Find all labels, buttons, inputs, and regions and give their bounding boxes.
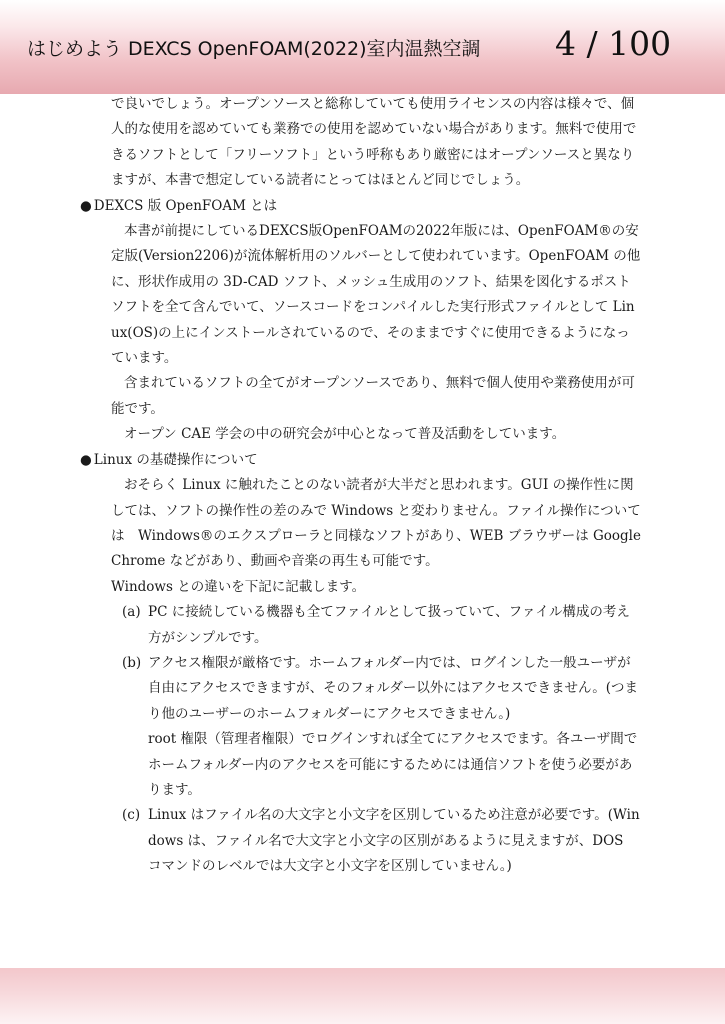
header-title: はじめよう DEXCS OpenFOAM(2022)室内温熱空調	[27, 38, 481, 60]
list-item-b-continued	[0, 727, 725, 803]
list-item-text: PC に接続している機器も全てファイルとして扱っていて、ファイル構成の考え方がシンプルです。	[148, 604, 630, 646]
paragraph-dexcs-overview: 本書が前提にしているDEXCS版OpenFOAMの2022年版には、OpenFOAM®の安定版(Version2206)が流体解析用のソルバーとして使われています。OpenFOAM の他に、形状作成用の 3D-CAD ソフト、メッシュ生成用のソフト、結果を図化するポストソフトを全て含んでいて、ソースコードをコンパイルした実行形式ファイルとして Linux(OS)の上にインストールされているので、そのままですぐに使用できるようになっています。	[111, 223, 641, 367]
paragraph-open-source: 含まれているソフトの全てがオープンソースであり、無料で個人使用や業務使用が可能です。	[111, 375, 635, 417]
list-item-text: アクセス権限が厳格です。ホームフォルダー内では、ログインした一般ユーザが自由にアクセスできますが、そのフォルダー以外にはアクセスできません。(つまり他のユーザーのホームフォルダーにアクセスできません。)	[148, 654, 639, 722]
bullet-icon: ●	[80, 451, 92, 468]
list-item-label: (c)	[122, 807, 141, 824]
list-item-label: (a)	[122, 604, 141, 621]
paragraph-differences-intro: Windows との違いを下記に記載します。	[111, 578, 366, 595]
page-content	[0, 92, 725, 880]
section-heading-linux	[0, 448, 725, 473]
page-number: 4 / 100	[555, 24, 672, 63]
paragraph-intro: で良いでしょう。オープンソースと総称していても使用ライセンスの内容は様々で、個人的な使用を認めていても業務での使用を認めていない場合があります。無料で使用できるソフトとして「フリーソフト」という呼称もあり厳密にはオープンソースと異なりますが、本書で想定している読者にとってはほとんど同じでしょう。	[111, 96, 637, 189]
list-item-b	[0, 651, 725, 727]
section-heading-dexcs-text: DEXCS 版 OpenFOAM とは	[93, 197, 278, 214]
list-item-text: Linux はファイル名の大文字と小文字を区別しているため注意が必要です。(Windows は、ファイル名で大文字と小文字の区別があるように見えますが、DOS コマンドのレベルでは大文字と小文字を区別していません。)	[148, 807, 640, 875]
list-item-a	[0, 600, 725, 651]
page-footer	[0, 968, 725, 1024]
page-header	[0, 0, 725, 94]
list-item-text: root 権限（管理者権限）でログインすれば全てにアクセスでます。各ユーザ間でホームフォルダー内のアクセスを可能にするためには通信ソフトを使う必要があります。	[148, 731, 638, 798]
section-heading-dexcs	[0, 194, 725, 219]
bullet-icon: ●	[80, 197, 92, 214]
paragraph-society: オープン CAE 学会の中の研究会が中心となって普及活動をしています。	[124, 426, 566, 443]
list-item-label: (b)	[122, 654, 142, 671]
paragraph-linux-gui: おそらく Linux に触れたことのない読者が大半だと思われます。GUI の操作性に関しては、ソフトの操作性の差のみで Windows と変わりません。ファイル操作については Windows®のエクスプローラと同様なソフトがあり、WEB ブラウザーは GoogleChrome などがあり、動画や音楽の再生も可能です。	[111, 477, 641, 570]
section-heading-linux-text: Linux の基礎操作について	[93, 451, 258, 468]
list-item-c	[0, 803, 725, 879]
